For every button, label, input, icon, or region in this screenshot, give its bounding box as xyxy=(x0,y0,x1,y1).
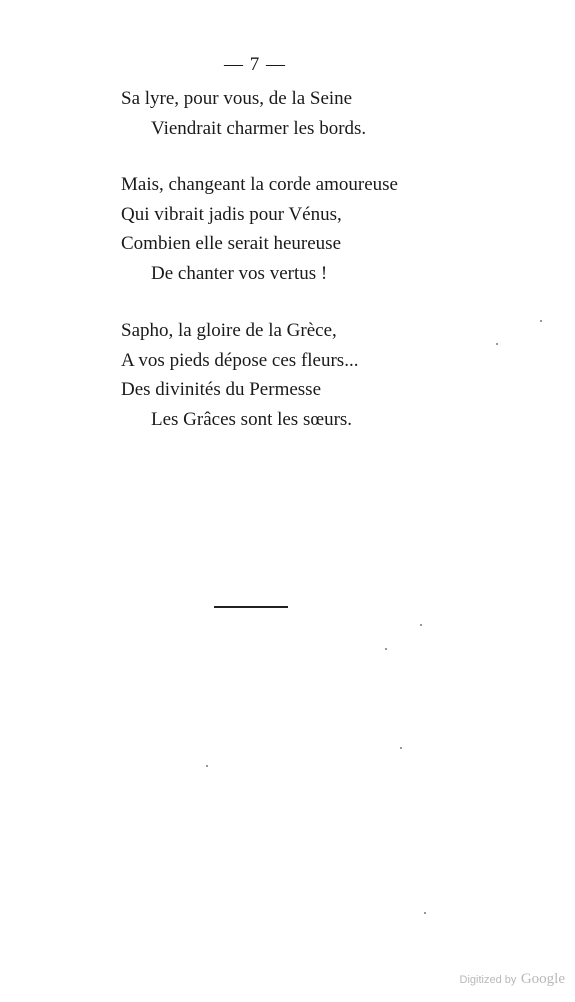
poem-line: Qui vibrait jadis pour Vénus, xyxy=(121,203,342,225)
scan-speck xyxy=(424,912,426,914)
scan-speck xyxy=(496,343,498,345)
stanza-3 xyxy=(121,316,358,434)
scan-speck xyxy=(540,320,542,322)
poem-line: A vos pieds dépose ces fleurs... xyxy=(121,349,359,371)
poem-line: Sapho, la gloire de la Grèce, xyxy=(121,320,337,341)
poem-line: Viendrait charmer les bords. xyxy=(151,117,367,139)
poem-line: Combien elle serait heureuse xyxy=(121,233,342,254)
stanza-2 xyxy=(121,170,398,288)
watermark-prefix: Digitized by xyxy=(459,974,517,986)
scan-speck xyxy=(420,624,422,626)
stanza-1 xyxy=(121,84,366,143)
poem-line: Sa lyre, pour vous, de la Seine xyxy=(121,88,353,109)
scan-speck xyxy=(206,765,208,767)
scan-speck xyxy=(400,747,402,749)
scan-speck xyxy=(385,648,387,650)
digitized-watermark xyxy=(460,970,565,988)
poem-line: Mais, changeant la corde amoureuse xyxy=(121,174,398,195)
poem-line: Des divinités du Permesse xyxy=(121,379,322,400)
page-number: — 7 — xyxy=(224,54,286,75)
poem-line: Les Grâces sont les sœurs. xyxy=(151,408,353,430)
poem-line: De chanter vos vertus ! xyxy=(151,262,328,284)
google-logo: Google xyxy=(520,971,565,987)
end-rule xyxy=(214,606,288,608)
